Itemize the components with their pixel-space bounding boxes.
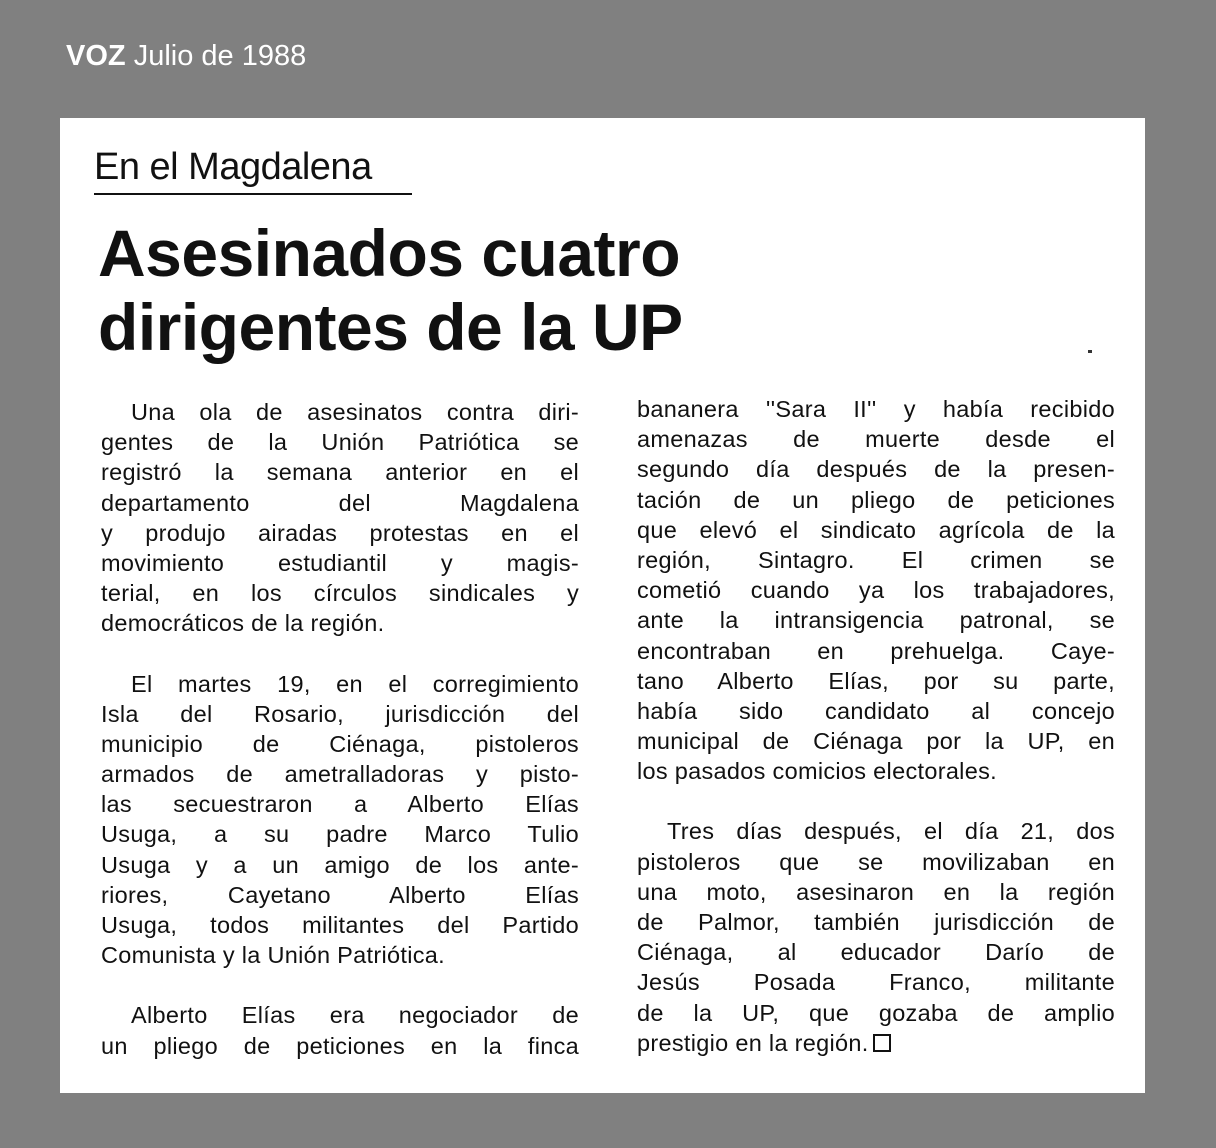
- text-line: Ciénaga, al educador Darío de: [637, 939, 1115, 966]
- headline-line: Asesinados cuatro: [98, 216, 681, 290]
- article-column-right: [637, 394, 1115, 1058]
- text-line: Comunista y la Unión Patriótica.: [101, 942, 445, 969]
- text-line: Usuga, todos militantes del Partido: [101, 912, 579, 938]
- text-line-content: prestigio en la región.: [637, 1029, 869, 1056]
- text-line: que elevó el sindicato agrícola de la: [637, 516, 1115, 543]
- source-label: [66, 38, 306, 74]
- text-line: municipio de Ciénaga, pistoleros: [101, 730, 579, 757]
- newspaper-clipping: [60, 118, 1145, 1093]
- kicker-underline: [94, 193, 412, 195]
- section-kicker: En el Magdalena: [94, 146, 372, 188]
- text-line: región, Sintagro. El crimen se: [637, 546, 1115, 573]
- text-line: y produjo airadas protestas en el: [101, 519, 579, 546]
- text-line: Usuga y a un amigo de los ante-: [101, 851, 579, 878]
- text-line: Jesús Posada Franco, militante: [637, 969, 1115, 996]
- text-line: [637, 1028, 1115, 1058]
- text-line: de la UP, que gozaba de amplio: [637, 999, 1115, 1026]
- text-line: departamento del Magdalena: [101, 489, 579, 516]
- end-of-article-mark: [873, 1034, 891, 1052]
- text-line: movimiento estudiantil y magis-: [101, 549, 579, 576]
- text-line: Una ola de asesinatos contra diri-: [131, 399, 579, 425]
- headline-line: dirigentes de la UP: [98, 290, 683, 364]
- paragraph: [101, 1000, 579, 1060]
- publication-date: Julio de 1988: [133, 40, 307, 72]
- paragraph: [637, 394, 1115, 786]
- text-line: ante la intransigencia patronal, se: [637, 607, 1115, 634]
- text-line: las secuestraron a Alberto Elías: [101, 791, 579, 818]
- text-line: encontraban en prehuelga. Caye-: [637, 637, 1115, 664]
- text-line: Isla del Rosario, jurisdicción del: [101, 700, 579, 727]
- text-line: tano Alberto Elías, por su parte,: [637, 667, 1115, 694]
- paragraph: [637, 816, 1115, 1058]
- text-line: tación de un pliego de peticiones: [637, 486, 1115, 513]
- text-line: terial, en los círculos sindicales y: [101, 580, 579, 607]
- text-line: bananera ''Sara II'' y había recibido: [637, 396, 1115, 422]
- text-line: El martes 19, en el corregimiento: [131, 670, 579, 697]
- paragraph: [101, 397, 579, 639]
- text-line: Alberto Elías era negociador de: [131, 1002, 579, 1029]
- text-line: democráticos de la región.: [101, 610, 385, 637]
- text-line: pistoleros que se movilizaban en: [637, 848, 1115, 875]
- text-line: Tres días después, el día 21, dos: [667, 818, 1115, 845]
- print-speck: [1088, 350, 1092, 353]
- text-line: había sido candidato al concejo: [637, 697, 1115, 724]
- text-line: registró la semana anterior en el: [101, 459, 579, 486]
- text-line: municipal de Ciénaga por la UP, en: [637, 728, 1115, 755]
- text-line: los pasados comicios electorales.: [637, 758, 997, 785]
- text-line: gentes de la Unión Patriótica se: [101, 429, 579, 456]
- publication-name: VOZ: [66, 40, 126, 72]
- text-line: cometió cuando ya los trabajadores,: [637, 577, 1115, 604]
- text-line: de Palmor, también jurisdicción de: [637, 909, 1115, 935]
- text-line: armados de ametralladoras y pisto-: [101, 761, 579, 788]
- headline: [98, 216, 818, 364]
- text-line: segundo día después de la presen-: [637, 456, 1115, 483]
- text-line: un pliego de peticiones en la finca: [101, 1032, 579, 1059]
- text-line: una moto, asesinaron en la región: [637, 878, 1115, 905]
- article-column-left: [101, 397, 579, 1061]
- text-line: riores, Cayetano Alberto Elías: [101, 881, 579, 908]
- text-line: Usuga, a su padre Marco Tulio: [101, 821, 579, 848]
- text-line: amenazas de muerte desde el: [637, 426, 1115, 453]
- paragraph: [101, 669, 579, 971]
